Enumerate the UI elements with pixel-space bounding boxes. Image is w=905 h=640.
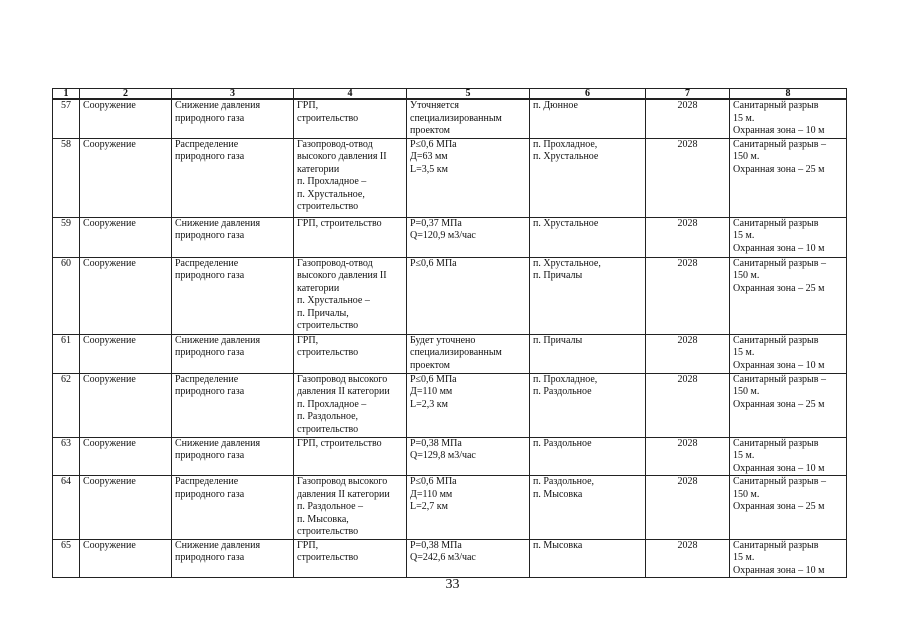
object-type: Сооружение: [80, 99, 172, 138]
object-params: Р=0,38 МПа Q=129,8 м3/час: [407, 437, 530, 476]
object-year: 2028: [646, 539, 730, 578]
object-location: п. Мысовка: [530, 539, 646, 578]
header-cell-7: 7: [646, 89, 730, 100]
object-year: 2028: [646, 217, 730, 257]
object-name: Газопровод высокого давления II категории п. Прохладное – п. Раздольное, строительство: [294, 373, 407, 437]
object-purpose: Распределение природного газа: [172, 257, 294, 334]
object-type: Сооружение: [80, 217, 172, 257]
row-number: 63: [53, 437, 80, 476]
object-location: п. Раздольное: [530, 437, 646, 476]
object-name: ГРП, строительство: [294, 539, 407, 578]
object-location: п. Хрустальное, п. Причалы: [530, 257, 646, 334]
object-name: ГРП, строительство: [294, 217, 407, 257]
object-purpose: Распределение природного газа: [172, 373, 294, 437]
object-purpose: Снижение давления природного газа: [172, 539, 294, 578]
table-row: [53, 437, 847, 476]
object-params: Уточняется специализированным проектом: [407, 99, 530, 138]
object-zone: Санитарный разрыв 15 м. Охранная зона – 10 м: [730, 217, 847, 257]
object-zone: Санитарный разрыв – 150 м. Охранная зона – 25 м: [730, 257, 847, 334]
row-number: 58: [53, 138, 80, 217]
table-row: [53, 99, 847, 138]
object-type: Сооружение: [80, 257, 172, 334]
object-name: Газопровод-отвод высокого давления II категории п. Прохладное – п. Хрустальное, строительство: [294, 138, 407, 217]
row-number: 57: [53, 99, 80, 138]
row-number: 64: [53, 476, 80, 540]
object-year: 2028: [646, 99, 730, 138]
object-location: п. Прохладное, п. Раздольное: [530, 373, 646, 437]
object-location: п. Прохладное, п. Хрустальное: [530, 138, 646, 217]
object-name: ГРП, строительство: [294, 437, 407, 476]
row-number: 62: [53, 373, 80, 437]
table-row: [53, 373, 847, 437]
table-row: [53, 539, 847, 578]
object-name: ГРП, строительство: [294, 99, 407, 138]
object-year: 2028: [646, 373, 730, 437]
object-params: Р=0,37 МПа Q=120,9 м3/час: [407, 217, 530, 257]
object-type: Сооружение: [80, 539, 172, 578]
object-params: Р≤0,6 МПа: [407, 257, 530, 334]
object-type: Сооружение: [80, 334, 172, 373]
object-type: Сооружение: [80, 138, 172, 217]
page-number: 33: [445, 577, 460, 592]
row-number: 65: [53, 539, 80, 578]
table-row: [53, 217, 847, 257]
object-params: Р=0,38 МПа Q=242,6 м3/час: [407, 539, 530, 578]
header-cell-5: 5: [407, 89, 530, 100]
object-purpose: Снижение давления природного газа: [172, 437, 294, 476]
table-row: [53, 476, 847, 540]
object-zone: Санитарный разрыв – 150 м. Охранная зона – 25 м: [730, 138, 847, 217]
header-cell-8: 8: [730, 89, 847, 100]
object-location: п. Дюнное: [530, 99, 646, 138]
object-zone: Санитарный разрыв 15 м. Охранная зона – 10 м: [730, 437, 847, 476]
header-row: [53, 89, 847, 100]
object-year: 2028: [646, 138, 730, 217]
object-year: 2028: [646, 437, 730, 476]
table-row: [53, 334, 847, 373]
table-row: [53, 138, 847, 217]
object-name: Газопровод-отвод высокого давления II категории п. Хрустальное – п. Причалы, строительство: [294, 257, 407, 334]
header-cell-3: 3: [172, 89, 294, 100]
object-zone: Санитарный разрыв – 150 м. Охранная зона – 25 м: [730, 373, 847, 437]
object-purpose: Снижение давления природного газа: [172, 99, 294, 138]
object-purpose: Снижение давления природного газа: [172, 217, 294, 257]
object-name: Газопровод высокого давления II категории п. Раздольное – п. Мысовка, строительство: [294, 476, 407, 540]
objects-table: [52, 88, 847, 578]
object-params: Будет уточнено специализированным проектом: [407, 334, 530, 373]
table-row: [53, 257, 847, 334]
object-year: 2028: [646, 257, 730, 334]
object-zone: Санитарный разрыв 15 м. Охранная зона – 10 м: [730, 334, 847, 373]
object-purpose: Распределение природного газа: [172, 138, 294, 217]
object-zone: Санитарный разрыв – 150 м. Охранная зона – 25 м: [730, 476, 847, 540]
object-type: Сооружение: [80, 373, 172, 437]
row-number: 60: [53, 257, 80, 334]
object-location: п. Раздольное, п. Мысовка: [530, 476, 646, 540]
object-name: ГРП, строительство: [294, 334, 407, 373]
object-params: Р≤0,6 МПа Д=110 мм L=2,7 км: [407, 476, 530, 540]
object-location: п. Хрустальное: [530, 217, 646, 257]
object-purpose: Снижение давления природного газа: [172, 334, 294, 373]
object-params: Р≤0,6 МПа Д=110 мм L=2,3 км: [407, 373, 530, 437]
row-number: 61: [53, 334, 80, 373]
object-year: 2028: [646, 476, 730, 540]
object-location: п. Причалы: [530, 334, 646, 373]
header-cell-2: 2: [80, 89, 172, 100]
object-type: Сооружение: [80, 476, 172, 540]
header-cell-6: 6: [530, 89, 646, 100]
object-purpose: Распределение природного газа: [172, 476, 294, 540]
object-type: Сооружение: [80, 437, 172, 476]
header-cell-1: 1: [53, 89, 80, 100]
object-zone: Санитарный разрыв 15 м. Охранная зона – 10 м: [730, 99, 847, 138]
object-params: Р≤0,6 МПа Д=63 мм L=3,5 км: [407, 138, 530, 217]
object-year: 2028: [646, 334, 730, 373]
object-zone: Санитарный разрыв 15 м. Охранная зона – 10 м: [730, 539, 847, 578]
row-number: 59: [53, 217, 80, 257]
header-cell-4: 4: [294, 89, 407, 100]
